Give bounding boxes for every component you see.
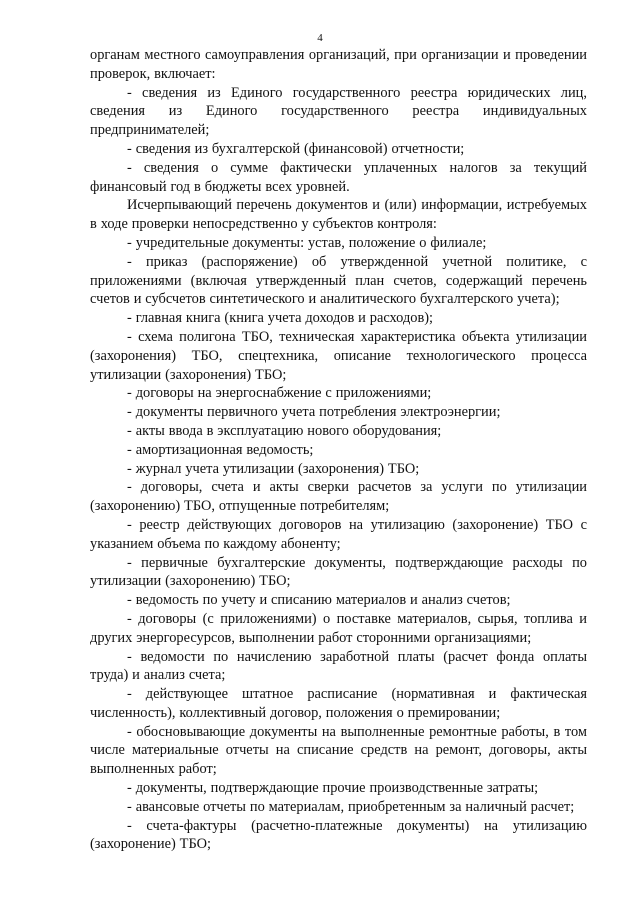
paragraph: Исчерпывающий перечень документов и (или) информации, истребуемых в ходе проверки непосредственно у субъектов контроля: — [90, 197, 587, 233]
document-body — [90, 46, 587, 854]
list-item: - журнал учета утилизации (захоронения) ТБО; — [127, 460, 420, 477]
list-item: - авансовые отчеты по материалам, приобретенным за наличный расчет; — [127, 798, 575, 815]
paragraph: органам местного самоуправления организаций, при организации и проведении проверок, включает: — [90, 47, 587, 82]
page-number: 4 — [317, 32, 323, 44]
list-item: - действующее штатное расписание (нормативная и фактическая численность), коллективный договор, положения о премировании; — [90, 686, 587, 721]
list-item: - акты ввода в эксплуатацию нового оборудования; — [127, 422, 442, 439]
list-item: - приказ (распоряжение) об утвержденной учетной политике, с приложениями (включая утвержденный план счетов, содержащий перечень счетов и субсчетов синтетического и аналитического бухгалтерского учета); — [90, 253, 587, 308]
list-item: - договоры (с приложениями) о поставке материалов, сырья, топлива и других энергоресурсов, выполнении работ сторонними организациями; — [90, 610, 587, 646]
list-item: - договоры, счета и акты сверки расчетов за услуги по утилизации (захоронению) ТБО, отпущенные потребителям; — [90, 479, 587, 515]
list-item: - договоры на энергоснабжение с приложениями; — [127, 385, 432, 402]
list-item: - обосновывающие документы на выполненные ремонтные работы, в том числе материальные отчеты на списание средств на ремонт, договоры, акты выполненных работ; — [90, 723, 587, 778]
list-item: - счета-фактуры (расчетно-платежные документы) на утилизацию (захоронение) ТБО; — [90, 817, 587, 853]
list-item: - схема полигона ТБО, техническая характеристика объекта утилизации (захоронения) ТБО, спецтехника, описание технологического процесса утилизации (захоронения) ТБО; — [90, 328, 587, 383]
list-item: - первичные бухгалтерские документы, подтверждающие расходы по утилизации (захоронению) ТБО; — [90, 554, 587, 590]
list-item: - ведомость по учету и списанию материалов и анализ счетов; — [127, 592, 511, 609]
list-item: - реестр действующих договоров на утилизацию (захоронение) ТБО с указанием объема по каждому абоненту; — [90, 516, 587, 552]
list-item: - сведения из бухгалтерской (финансовой) отчетности; — [127, 140, 465, 157]
list-item: - документы первичного учета потребления электроэнергии; — [127, 404, 501, 421]
list-item: - амортизационная ведомость; — [127, 441, 314, 458]
list-item: - документы, подтверждающие прочие производственные затраты; — [127, 780, 539, 797]
list-item: - главная книга (книга учета доходов и расходов); — [127, 310, 434, 327]
list-item: - ведомости по начислению заработной платы (расчет фонда оплаты труда) и анализ счета; — [90, 648, 587, 684]
list-item: - сведения о сумме фактически уплаченных налогов за текущий финансовый год в бюджеты всех уровней. — [90, 159, 587, 195]
list-item: - учредительные документы: устав, положение о филиале; — [127, 234, 487, 251]
list-item: - сведения из Единого государственного реестра юридических лиц, сведения из Единого государственного реестра индивидуальных предпринимателей; — [90, 84, 587, 139]
